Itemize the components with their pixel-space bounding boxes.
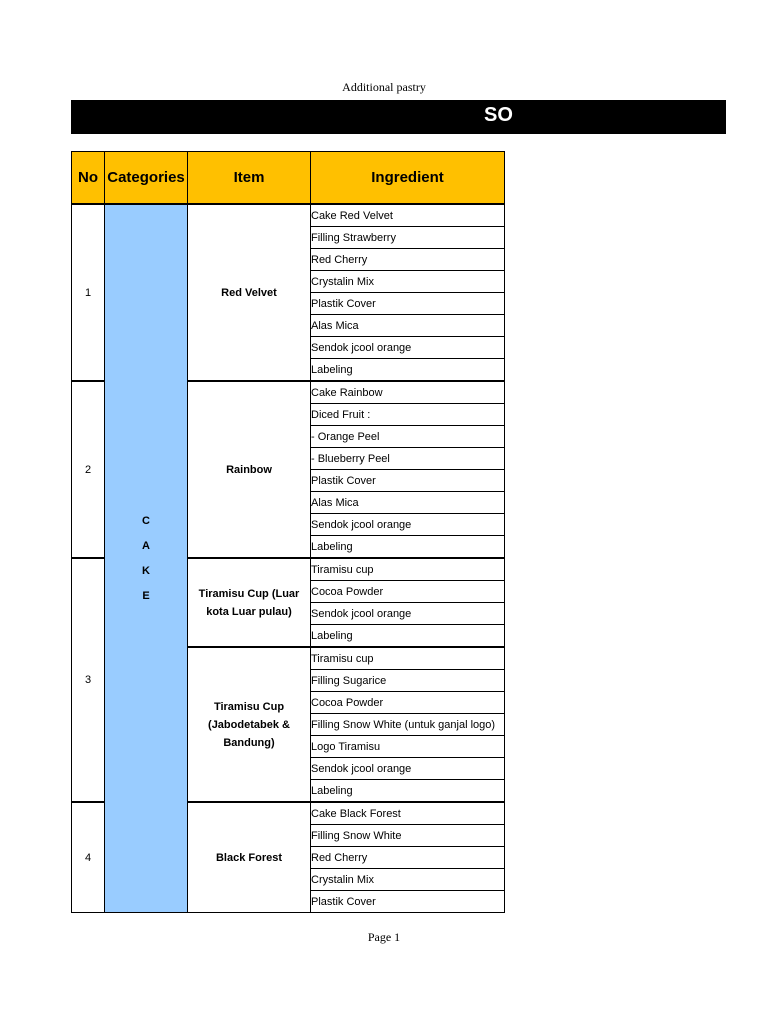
category-letter: A <box>142 539 150 552</box>
category-letter: C <box>142 514 150 527</box>
row-number: 2 <box>72 381 105 558</box>
ingredient-cell: - Blueberry Peel <box>311 448 505 470</box>
category-letter: K <box>142 564 150 577</box>
row-number: 1 <box>72 204 105 381</box>
title-bar-text: SO <box>484 104 513 126</box>
ingredient-cell: Cake Black Forest <box>311 802 505 825</box>
ingredient-cell: - Orange Peel <box>311 426 505 448</box>
ingredient-cell: Labeling <box>311 536 505 559</box>
header-ingredient: Ingredient <box>311 152 505 205</box>
ingredient-cell: Tiramisu cup <box>311 558 505 581</box>
row-number: 4 <box>72 802 105 913</box>
ingredient-cell: Plastik Cover <box>311 293 505 315</box>
page-header: Additional pastry <box>342 80 426 94</box>
ingredient-cell: Plastik Cover <box>311 891 505 913</box>
ingredient-cell: Crystalin Mix <box>311 869 505 891</box>
ingredient-cell: Sendok jcool orange <box>311 758 505 780</box>
ingredient-cell: Diced Fruit : <box>311 404 505 426</box>
table-row <box>72 204 505 227</box>
ingredient-cell: Filling Sugarice <box>311 670 505 692</box>
table-header-row <box>72 152 505 205</box>
ingredient-cell: Plastik Cover <box>311 470 505 492</box>
item-name: Tiramisu Cup (Luar kota Luar pulau) <box>188 558 311 647</box>
ingredient-cell: Labeling <box>311 625 505 648</box>
category-cell <box>105 204 188 913</box>
ingredient-table <box>71 151 505 913</box>
ingredient-cell: Red Cherry <box>311 249 505 271</box>
table-body <box>72 204 505 913</box>
header-no: No <box>72 152 105 205</box>
ingredient-cell: Cocoa Powder <box>311 581 505 603</box>
ingredient-cell: Cake Red Velvet <box>311 204 505 227</box>
item-name: Rainbow <box>188 381 311 558</box>
page-footer: Page 1 <box>367 930 401 944</box>
item-name: Tiramisu Cup (Jabodetabek & Bandung) <box>188 647 311 802</box>
title-bar <box>71 100 726 134</box>
header-categories: Categories <box>105 152 188 205</box>
ingredient-cell: Red Cherry <box>311 847 505 869</box>
ingredient-cell: Alas Mica <box>311 315 505 337</box>
ingredient-cell: Filling Strawberry <box>311 227 505 249</box>
ingredient-cell: Sendok jcool orange <box>311 514 505 536</box>
ingredient-cell: Cocoa Powder <box>311 692 505 714</box>
ingredient-cell: Cake Rainbow <box>311 381 505 404</box>
ingredient-cell: Alas Mica <box>311 492 505 514</box>
row-number: 3 <box>72 558 105 802</box>
ingredient-cell: Filling Snow White (untuk ganjal logo) <box>311 714 505 736</box>
ingredient-cell: Filling Snow White <box>311 825 505 847</box>
item-name: Black Forest <box>188 802 311 913</box>
ingredient-cell: Sendok jcool orange <box>311 337 505 359</box>
item-name: Red Velvet <box>188 204 311 381</box>
header-item: Item <box>188 152 311 205</box>
ingredient-cell: Logo Tiramisu <box>311 736 505 758</box>
ingredient-cell: Crystalin Mix <box>311 271 505 293</box>
ingredient-cell: Labeling <box>311 780 505 803</box>
ingredient-cell: Sendok jcool orange <box>311 603 505 625</box>
ingredient-cell: Tiramisu cup <box>311 647 505 670</box>
ingredient-cell: Labeling <box>311 359 505 382</box>
category-letter: E <box>142 589 150 602</box>
